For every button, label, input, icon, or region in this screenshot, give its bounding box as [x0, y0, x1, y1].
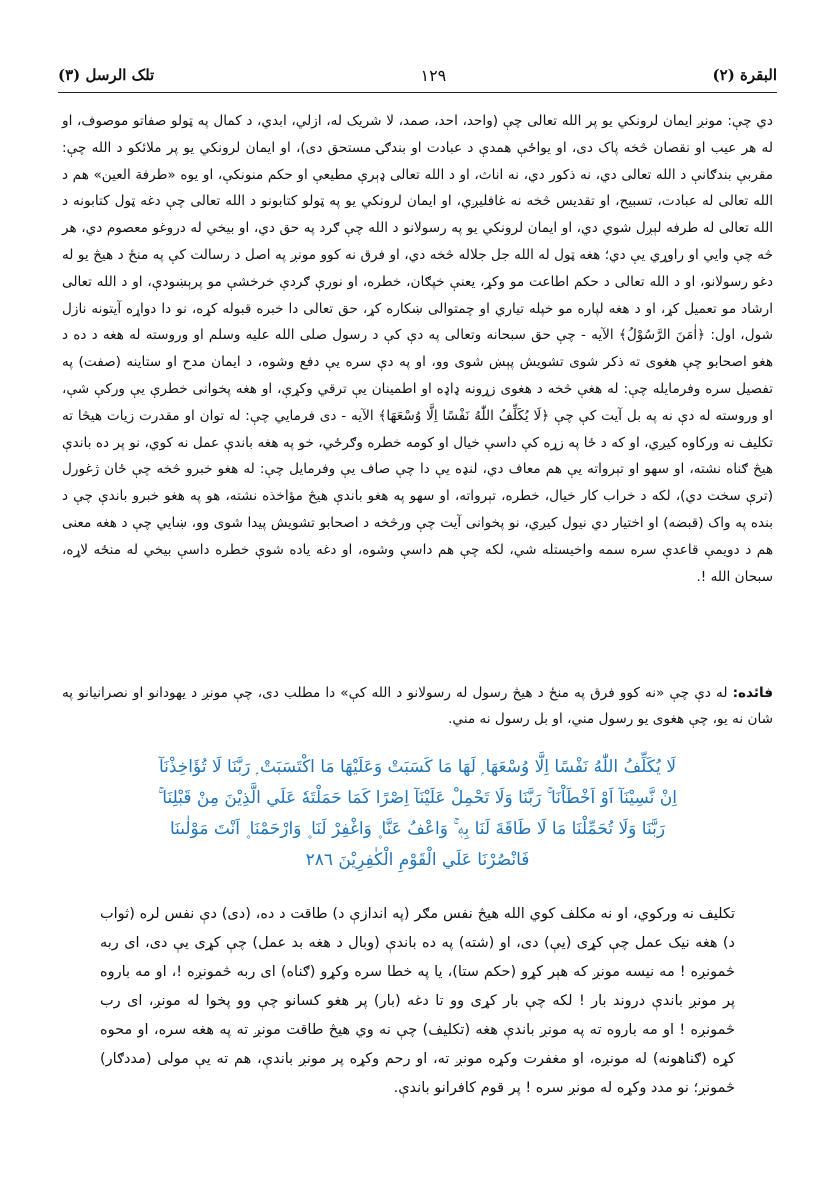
note-text: له دې چې «نه کوو فرق په منځ د هيڅ رسول له رسولانو د الله کې» دا مطلب دی، چې مونږ د يهودانو او نصرانيانو په شان نه يو، چې هغوی يو رسول مني، او بل رسول نه مني.	[62, 685, 773, 727]
quran-verse: لَا يُكَلِّفُ اللّٰهُ نَفْسًا اِلَّا وُسْعَهَا ۭ لَهَا مَا كَسَبَتْ وَعَلَيْهَا مَا اكْتَسَبَتْ ۭ رَبَّنَا لَا تُؤَاخِذْنَآ اِنْ نَّسِيْنَآ اَوْ اَخْطَاْنَا ۚ رَبَّنَا وَلَا تَحْمِلْ عَلَيْنَآ اِصْرًا كَمَا حَمَلْتَهٗ عَلَي الَّذِيْنَ مِنْ قَبْلِنَا ۚ رَبَّنَا وَلَا تُحَمِّلْنَا مَا لَا طَاقَةَ لَنَا بِهٖ ۚ وَاعْفُ عَنَّا ۪ وَاغْفِرْ لَنَا ۪ وَارْحَمْنَا ۪ اَنْتَ مَوْلٰىنَا فَانْصُرْنَا عَلَي الْقَوْمِ الْكٰفِرِيْنَ ٢٨٦	[158, 757, 677, 870]
header-rule	[58, 92, 777, 93]
note-label: فائده:	[732, 685, 773, 701]
note-paragraph	[62, 680, 773, 732]
right-running-title: البقرة (٢)	[712, 66, 777, 84]
commentary-paragraph	[62, 108, 773, 590]
page-header	[58, 62, 777, 88]
verse-translation: تکليف نه ورکوي، او نه مکلف کوي الله هيڅ نفس مګر (په اندازې د) طاقت د ده، (دی) دې نفس لره (ثواب د) هغه نيک عمل چې کړی (يې) دی، او (شته) په ده باندې (وبال د هغه بد عمل) چې کړی يې دی، ای ربه څمونږه ! مه نيسه مونږ که هېر کړو (حکم ستا)، يا په خطا سره وکړو (ګناه) ای ربه څمونږه !، او مه باروه پر مونږ باندې دروند بار ! لکه چې بار کړی وو تا دغه (بار) پر هغو کسانو چې وو پخوا له مونږ، ای رب څمونږه ! او مه باروه ته په مونږ باندې هغه (تکليف) چې نه وي هيڅ طاقت مونږ ته په هغه سره، او محوه کړه (ګناهونه) له مونږه، او مغفرت وکړه مونږ ته، او رحم وکړه پر مونږ باندې، هم ته يې مولى (مددګار) څمونږ؛ نو مدد وکړه له مونږ سره ! پر قوم کافرانو باندې.	[100, 906, 735, 1096]
left-running-title: تلک الرسل (٣)	[58, 66, 155, 84]
page-number: ١٢٩	[420, 65, 447, 85]
commentary-text: دي چې: مونږ ايمان لرونکي يو پر الله تعالى چې (واحد، احد، صمد، لا شريک له، ازلي، ابدي، د کمال په ټولو صفاتو موصوف، او له هر عيب او نقصان څخه پاک دی، او يواځې همدې د عبادت او بندګۍ مستحق دی)، او ايمان لرونکي يو پر ملائکو د الله چې: مقربې بندګانې د الله تعالى دي، نه ذکور دي، نه اناث، او د الله تعالى ډېرې مطيعې او حکم منونکې، او يوه «طرفة العين» هم د الله تعالى له عبادت، تسبيح، او تقديس څخه نه غافليږي، او ايمان لرونکي يو په ټولو کتابونو د الله تعالى چې دغه ټول کتابونه د الله تعالى له طرفه لېږل شوي دي، او ايمان لرونکي يو په رسولانو د الله چې ګرد په حق دي، او بيخي له دروغو معصوم دي، هر څه چې وايي او راوړي يې دي؛ هغه ټول له الله جل جلاله څخه دي، او فرق نه کوو مونږ په اصل د رسالت کې په منځ د هيڅ يو له دغو رسولانو، او د الله تعالى د حکم اطاعت مو وکړ، يعنې خپګان، خطره، او نورې ګردې خرخشې مو پرېښودې، او د الله تعالى ارشاد مو تعميل کړ، او د هغه لپاره مو خپله تياري او چمتوالى ښکاره کړ، حق تعالى دا خبره قبوله کړه، نو دا دواړه آيتونه نازل شول، اول: ﴿اٰمَنَ الرَّسُوْلُ﴾ الآيه - چې حق سبحانه وتعالى په دې کې د رسول صلى الله عليه وسلم او وروسته له هغه د ده د هغو اصحابو چې هغوی ته ذکر شوی تشويش پېښ شوی وو، او په دې سره يې دفع وشوه، د ايمان مدح او ستاينه (صفت) په تفصيل سره وفرمايله چې: له هغې څخه د هغوی زړونه ډاډه او اطمينان يې ترقي وکړې، او هغه پخوانی خطرې يې ورکې شې، او وروسته له دې نه په بل آيت کې چې ﴿لَا يُكَلِّفُ اللّٰهُ نَفْسًا اِلَّا وُسْعَهَا﴾ الآيه - دی فرمايي چې: له توان او مقدرت زيات هيڅا ته تکليف نه ورکاوه کيږي، او که د ځا په زړه کې داسې خيال او کومه خطره وګرځي، خو په هغه باندې عمل نه کوي، نو پر ده باندې هيڅ ګناه نشته، او سهو او تېرواته يې هم معاف دي، لنډه يې دا چې صاف يې وفرمايل چې: له هغو خبرو څخه چې ځان ژغورل (ترې سخت دي)، لکه د خراب کار خيال، خطره، تېرواته، او سهو په هغو باندې هيڅ مؤاخذه نشته، هو په هغو خبرو باندې چې د بنده په واک (قبضه) او اختيار دي نيول کيږي، نو پخوانی آيت چې ورڅخه د اصحابو تشويش پيدا شوی وو، ښايي چې د هغه معنى هم د دويمې قاعدې سره سمه واخيستله شي، لکه چې هم داسې وشوه، او دغه ياده شوې خطره داسې بيخي له منځه لاړه، سبحان الله !.	[62, 113, 773, 585]
